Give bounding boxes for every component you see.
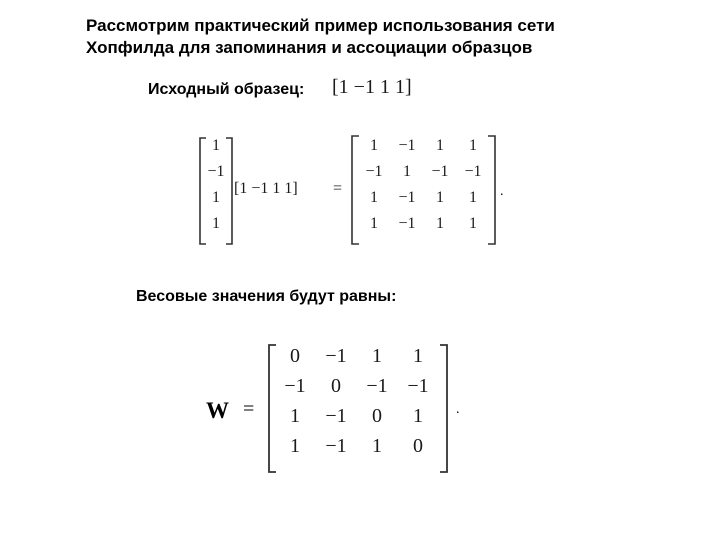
result-matrix-cell-r2-c2: 1 xyxy=(403,163,411,180)
weight-matrix-right-bracket xyxy=(440,345,447,472)
weight-matrix-cell-r4-c4: 0 xyxy=(413,435,423,457)
weight-matrix-cell-r3-c3: 0 xyxy=(372,405,382,427)
weight-matrix-left-bracket xyxy=(269,345,276,472)
outer-product-end-mark: . xyxy=(500,184,504,199)
weight-matrix-cell-r4-c3: 1 xyxy=(372,435,382,457)
sample-label: Исходный образец: xyxy=(148,81,305,98)
result-matrix-cell-r4-c3: 1 xyxy=(436,215,444,232)
result-matrix-cell-r4-c4: 1 xyxy=(469,215,477,232)
weight-matrix-cell-r3-c1: 1 xyxy=(290,405,300,427)
weight-matrix-end-mark: . xyxy=(456,402,460,417)
column-vector-entry-4: 1 xyxy=(212,215,220,232)
result-matrix-cell-r1-c4: 1 xyxy=(469,137,477,154)
result-matrix-cell-r4-c2: −1 xyxy=(398,215,416,232)
weight-matrix-cell-r4-c1: 1 xyxy=(290,435,300,457)
result-matrix-left-bracket xyxy=(352,136,359,244)
result-matrix-cell-r2-c3: −1 xyxy=(431,163,449,180)
column-vector-entry-3: 1 xyxy=(212,189,220,206)
weight-matrix-cell-r1-c4: 1 xyxy=(413,345,423,367)
weight-matrix-symbol: W xyxy=(206,398,229,423)
result-matrix-cell-r3-c2: −1 xyxy=(398,189,416,206)
result-matrix-cell-r1-c2: −1 xyxy=(398,137,416,154)
weight-matrix-cell-r4-c2: −1 xyxy=(325,435,347,457)
column-vector-entry-2: −1 xyxy=(207,163,225,180)
result-matrix-cell-r2-c1: −1 xyxy=(365,163,383,180)
weight-matrix-cell-r1-c1: 0 xyxy=(290,345,300,367)
weight-matrix-cell-r3-c4: 1 xyxy=(413,405,423,427)
result-matrix-right-bracket xyxy=(488,136,495,244)
row-vector: [1 −1 1 1] xyxy=(234,180,298,197)
column-vector-entry-1: 1 xyxy=(212,137,220,154)
result-matrix-cell-r3-c4: 1 xyxy=(469,189,477,206)
sample-vector: [1 −1 1 1] xyxy=(332,76,412,98)
weight-matrix-equals: = xyxy=(243,398,255,420)
heading-line-2: Хопфилда для запоминания и ассоциации образцов xyxy=(86,38,533,57)
heading-line-1: Рассмотрим практический пример использования сети xyxy=(86,16,555,35)
weight-matrix-cell-r3-c2: −1 xyxy=(325,405,347,427)
result-matrix-cell-r2-c4: −1 xyxy=(464,163,482,180)
result-matrix-cell-r1-c1: 1 xyxy=(370,137,378,154)
weights-label: Весовые значения будут равны: xyxy=(136,288,397,305)
weight-matrix-cell-r2-c2: 0 xyxy=(331,375,341,397)
result-matrix-cell-r1-c3: 1 xyxy=(436,137,444,154)
weight-matrix-cell-r2-c1: −1 xyxy=(284,375,306,397)
weight-matrix-cell-r1-c2: −1 xyxy=(325,345,347,367)
weight-matrix-cell-r1-c3: 1 xyxy=(372,345,382,367)
result-matrix-cell-r3-c1: 1 xyxy=(370,189,378,206)
weight-matrix-cell-r2-c4: −1 xyxy=(407,375,429,397)
weight-matrix-cell-r2-c3: −1 xyxy=(366,375,388,397)
result-matrix-cell-r3-c3: 1 xyxy=(436,189,444,206)
outer-product-equals: = xyxy=(333,180,343,197)
result-matrix-cell-r4-c1: 1 xyxy=(370,215,378,232)
